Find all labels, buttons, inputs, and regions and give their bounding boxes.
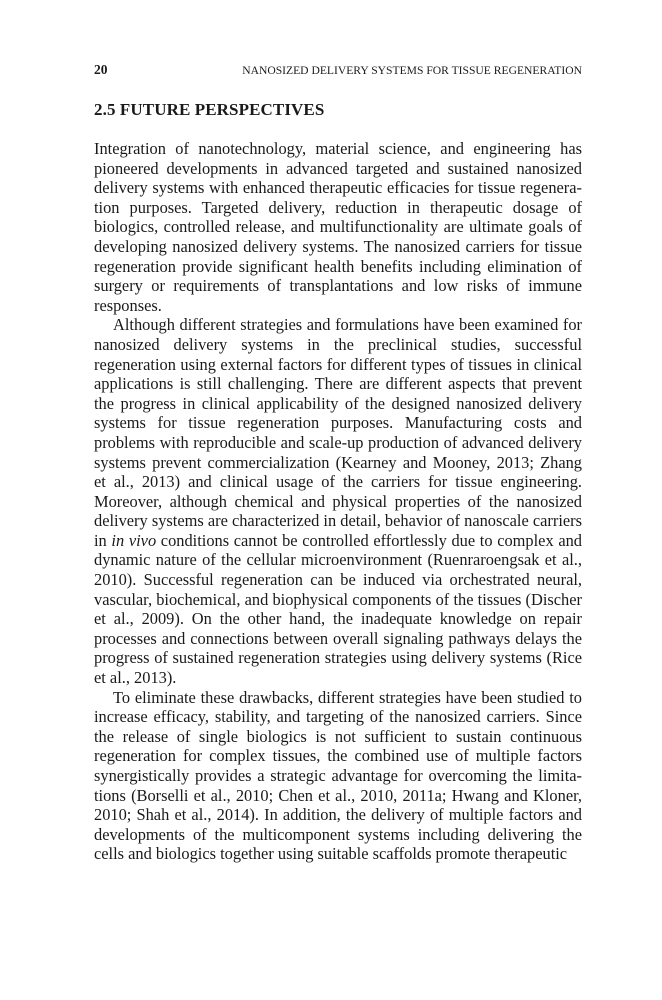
running-header — [94, 62, 582, 80]
page-number: 20 — [94, 62, 108, 77]
paragraph-2 — [94, 315, 582, 687]
book-page — [94, 62, 582, 864]
body-text — [94, 139, 582, 864]
paragraph-2-text-start: Although different strategies and formulations have been examined for nanosized delivery systems in the preclinical studies, successful regeneration using external factors for different types of tissues in clinical applications is still challenging. There are different aspects that prevent the progress in clinical applicability of the designed nanosized delivery systems for tissue regeneration purposes. Manufacturing costs and problems with reproducible and scale-up production of advanced delivery systems prevent commercialization (Kearney and Mooney, 2013; Zhang et al., 2013) and clinical usage of the carriers for tissue engineering. Moreover, although chemical and physical properties of the nanosized delivery systems are characterized in detail, behavior of nanoscale carriers in — [94, 315, 582, 550]
italic-term-in-vivo: in vivo — [111, 530, 157, 550]
section-heading: 2.5 FUTURE PERSPECTIVES — [94, 100, 325, 119]
running-title: NANOSIZED DELIVERY SYSTEMS FOR TISSUE REGENERATION — [242, 64, 582, 77]
paragraph-1: Integration of nanotechnology, material science, and engineering has pioneered developments in advanced targeted and sustained nanosized delivery systems with enhanced therapeutic efficacies for tissue regeneration purposes. Targeted delivery, reduction in therapeutic dosage of biologics, controlled release, and multifunctionality are ultimate goals of developing nanosized delivery systems. The nanosized carriers for tissue regeneration provide significant health benefits including elimination of surgery or requirements of transplantations and low risks of immune responses. — [94, 139, 582, 315]
paragraph-3: To eliminate these drawbacks, different strategies have been studied to increase efficacy, stability, and targeting of the nanosized carriers. Since the release of single biologics is not sufficient to sustain continuous regeneration for complex tissues, the combined use of multiple factors synergistically provides a strategic advantage for overcoming the limitations (Borselli et al., 2010; Chen et al., 2010, 2011a; Hwang and Kloner, 2010; Shah et al., 2014). In addition, the delivery of multiple factors and developments of the multicomponent systems including delivering the cells and biologics together using suitable scaffolds promote therapeutic — [94, 687, 582, 864]
paragraph-2-text-end: conditions cannot be controlled effortlessly due to complex and dynamic nature of the cellular microenvironment (Ruenraroengsak et al., 2010). Successful regeneration can be induced via orchestrated neural, vascular, biochemical, and biophysical components of the tissues (Discher et al., 2009). On the other hand, the inadequate knowledge on repair processes and connections between overall signaling pathways delays the progress of sustained regeneration strategies using delivery systems (Rice et al., 2013). — [94, 530, 582, 688]
